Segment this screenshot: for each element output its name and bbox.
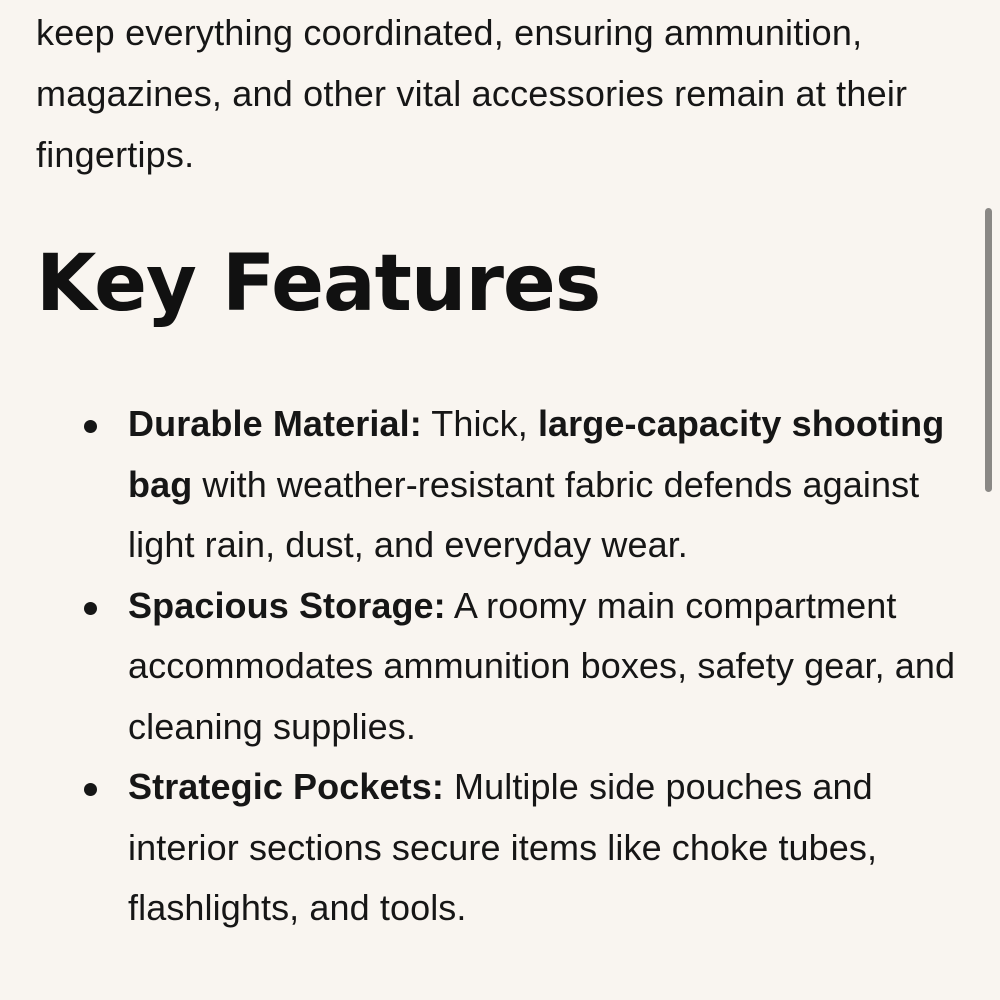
feature-text: Thick,: [421, 403, 538, 444]
feature-item-spacious-storage: [128, 576, 966, 758]
feature-list: [36, 394, 966, 939]
feature-text: with weather-resistant fabric defends against light rain, dust, and everyday wear.: [128, 463, 920, 565]
feature-text: A roomy main compartment accommodates ammunition boxes, safety gear, and cleaning supplies.: [128, 584, 956, 747]
intro-paragraph: keep everything coordinated, ensuring ammunition, magazines, and other vital accessories remain at their fingertips.: [36, 12, 908, 175]
section-heading: Key Features: [36, 239, 601, 329]
feature-item-durable-material: [128, 394, 966, 576]
bullet-icon: [84, 420, 97, 433]
feature-text: Multiple side pouches and interior sections secure items like choke tubes, flashlights, and tools.: [128, 766, 878, 928]
feature-label: Strategic Pockets:: [128, 766, 444, 807]
feature-label: Spacious Storage:: [128, 584, 446, 626]
scrollbar-thumb[interactable]: [985, 208, 992, 492]
feature-item-strategic-pockets: [128, 757, 966, 939]
bullet-icon: [84, 602, 97, 615]
feature-emphasis: large-capacity shooting bag: [128, 403, 945, 505]
bullet-icon: [84, 783, 97, 796]
article-content: [36, 0, 966, 928]
feature-label: Durable Material:: [128, 403, 422, 444]
